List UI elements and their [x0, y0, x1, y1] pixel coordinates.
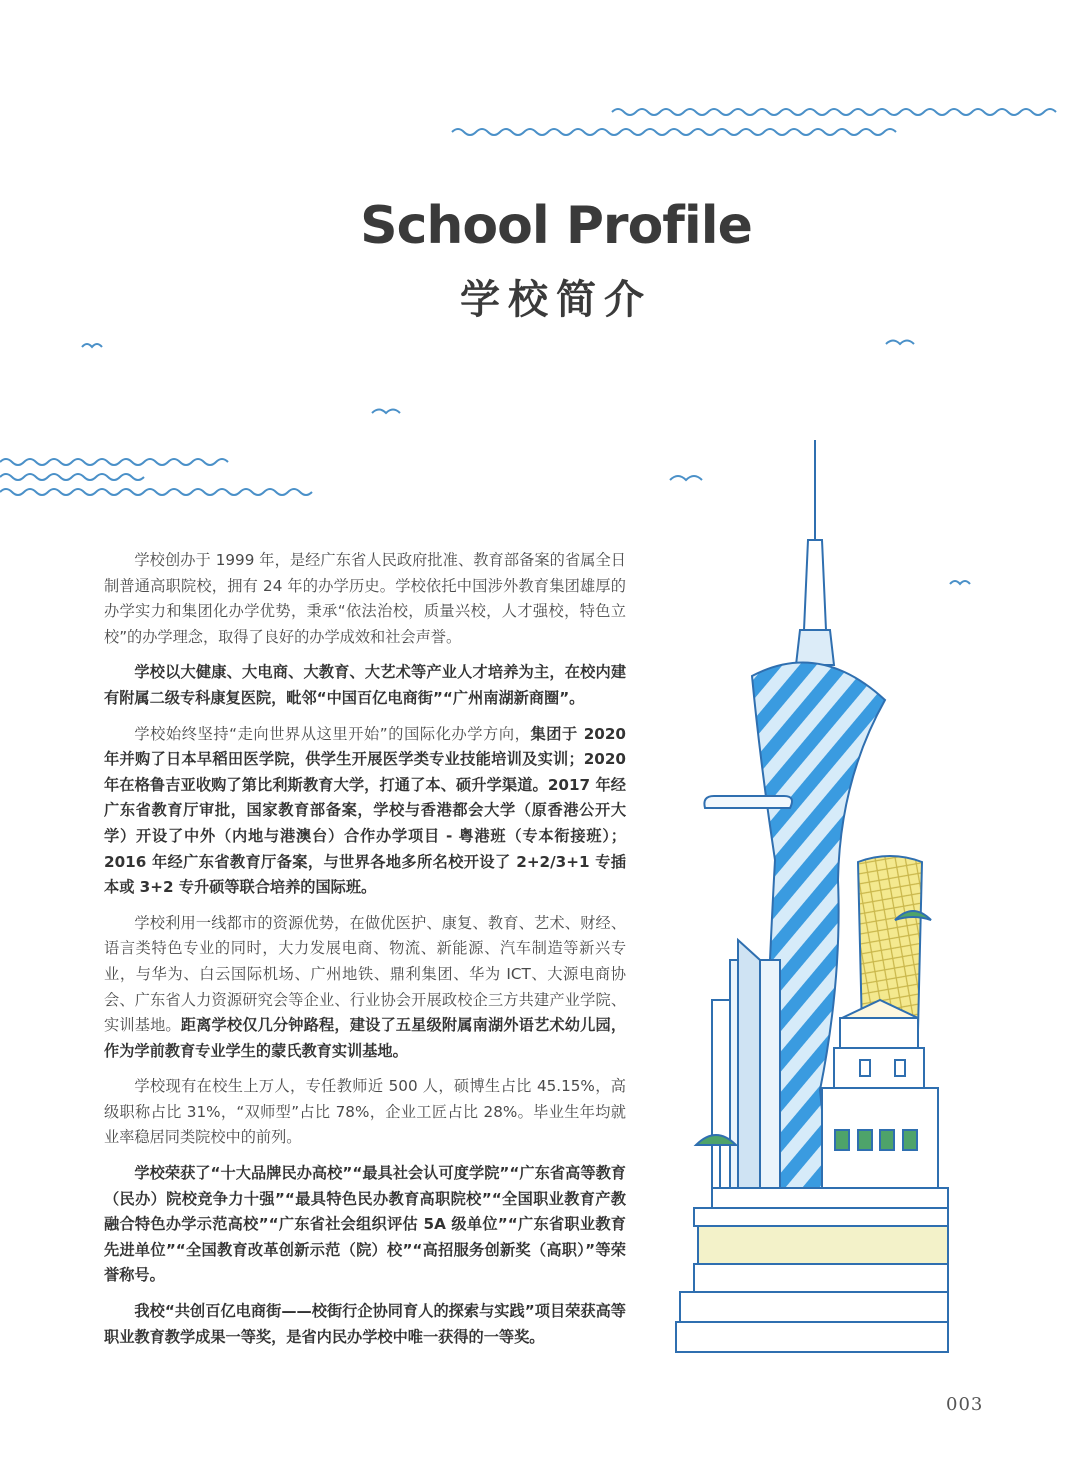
wave-line-top-1 [612, 109, 1056, 115]
wave-line-top-2 [452, 129, 896, 135]
paragraph-bold: 集团于 2020 年并购了日本早稻田医学院，供学生开展医学类专业技能培训及实训；2020 年在格鲁吉亚收购了第比利斯教育大学，打通了本、硕升学渠道。2017 年经广东省教育厅审批，国家教育部备案，学校与香港都会大学（原香港公开大学）开设了中外（内地与港澳台）合作办学项目 - 粤港班（专本衔接班）；2016 年经广东省教育厅备案，与世界各地多所名校开设了 2+2/3+1 专插本或 3+2 专升硕等联合培养的国际班。 [104, 724, 626, 897]
bird-icon [82, 344, 102, 347]
page-title-zh: 学校简介 [460, 276, 652, 323]
paragraph-normal: 学校始终坚持“走向世界从这里开始”的国际化办学方向， [134, 724, 531, 743]
building-base [712, 1188, 948, 1208]
tower-spire [804, 540, 826, 630]
bird-icon [372, 410, 400, 414]
profile-text [104, 548, 626, 1360]
paragraph: 学校荣获了“十大品牌民办高校”“最具社会认可度学院”“广东省高等教育（民办）院校竞争力十强”“最具特色民办教育高职院校”“全国职业教育产教融合特色办学示范高校”“广东省社会组织评估 5A 级单位”“广东省职业教育先进单位”“全国教育改革创新示范（院）校”“高招服务创新奖（高职）”等荣誉称号。 [104, 1164, 626, 1285]
paragraph: 学校现有在校生上万人，专任教师近 500 人，硕博生占比 45.15%，高级职称占比 31%，“双师型”占比 78%，企业工匠占比 28%。毕业生年均就业率稳居同类院校中的前列。 [104, 1077, 626, 1147]
cloud-icon [704, 796, 792, 808]
paragraph: 学校创办于 1999 年，是经广东省人民政府批准、教育部备案的省属全日制普通高职院校，拥有 24 年的办学历史。学校依托中国涉外教育集团雄厚的办学实力和集团化办学优势，秉承“依法治校，质量兴校，人才强校，特色立校”的办学理念，取得了良好的办学成效和社会声誉。 [104, 551, 626, 646]
canton-tower-illustration [660, 430, 960, 1360]
paragraph [104, 722, 626, 901]
paragraph-normal: 学校利用一线都市的资源优势，在做优医护、康复、教育、艺术、财经、语言类特色专业的同时，大力发展电商、物流、新能源、汽车制造等新兴专业，与华为、白云国际机场、广州地铁、鼎利集团、华为 ICT、大源电商协会、广东省人力资源研究会等企业、行业协会开展政校企三方共建产业学院、实训基地。 [104, 913, 626, 1035]
paragraph: 我校“共创百亿电商街——校街行企协同育人的探索与实践”项目荣获高等职业教育教学成果一等奖，是省内民办学校中唯一获得的一等奖。 [104, 1302, 626, 1346]
wave-line-left-3 [0, 489, 312, 495]
bird-icon [886, 341, 914, 345]
wave-line-left-2 [0, 474, 144, 480]
paragraph: 学校以大健康、大电商、大教育、大艺术等产业人才培养为主，在校内建有附属二级专科康复医院，毗邻“中国百亿电商街”“广州南湖新商圈”。 [104, 663, 626, 707]
page-number: 003 [946, 1394, 984, 1415]
paragraph [104, 911, 626, 1065]
wave-line-left-1 [0, 459, 228, 465]
paragraph-bold: 距离学校仅几分钟路程，建设了五星级附属南湖外语艺术幼儿园，作为学前教育专业学生的蒙氏教育实训基地。 [104, 1016, 627, 1060]
clock-building [840, 1018, 918, 1048]
page-title-en: School Profile [360, 196, 752, 256]
